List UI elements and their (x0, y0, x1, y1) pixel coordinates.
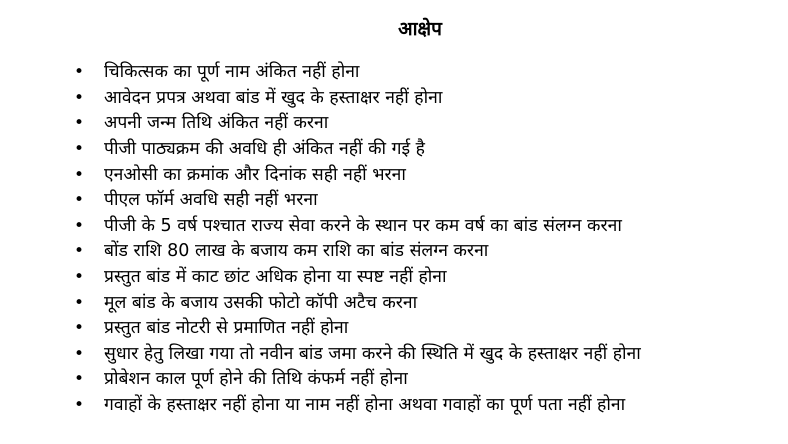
objection-text: पीजी पाठ्यक्रम की अवधि ही अंकित नहीं की गई है (104, 139, 425, 160)
bullet-icon: • (74, 343, 85, 364)
bullet-icon: • (74, 139, 85, 160)
objection-text: प्रस्तुत बांड नोटरी से प्रमाणित नहीं होना (104, 318, 349, 339)
bullet-icon: • (74, 113, 85, 134)
bullet-icon: • (74, 164, 85, 185)
document-title: आक्षेप (398, 18, 442, 40)
objection-list-item (74, 214, 641, 240)
objection-list-item (74, 162, 641, 188)
bullet-icon: • (74, 369, 85, 390)
objection-text: अपनी जन्म तिथि अंकित नहीं करना (104, 113, 329, 134)
bullet-icon: • (74, 215, 85, 236)
objection-list-item (74, 265, 641, 291)
bullet-icon: • (74, 318, 85, 339)
bullet-icon: • (74, 190, 85, 211)
bullet-icon: • (74, 62, 85, 83)
objection-text: प्रोबेशन काल पूर्ण होने की तिथि कंफर्म नहीं होना (104, 369, 408, 390)
objection-text: पीएल फॉर्म अवधि सही नहीं भरना (104, 190, 318, 211)
objection-text: मूल बांड के बजाय उसकी फोटो कॉपी अटैच करना (104, 292, 418, 313)
objection-list-item (74, 342, 641, 368)
objection-list-item (74, 290, 641, 316)
objection-list-item (74, 188, 641, 214)
objection-list-item (74, 111, 641, 137)
objection-list-item (74, 60, 641, 86)
objection-text: एनओसी का क्रमांक और दिनांक सही नहीं भरना (104, 164, 406, 185)
bullet-icon: • (74, 241, 85, 262)
objection-list-item (74, 367, 641, 393)
bullet-icon: • (74, 87, 85, 108)
objection-text: सुधार हेतु लिखा गया तो नवीन बांड जमा करने की स्थिति में खुद के हस्ताक्षर नहीं होना (104, 343, 641, 364)
bullet-icon: • (74, 292, 85, 313)
objection-list-item (74, 393, 641, 419)
objection-text: चिकित्सक का पूर्ण नाम अंकित नहीं होना (104, 62, 360, 83)
objection-text: आवेदन प्रपत्र अथवा बांड में खुद के हस्ताक्षर नहीं होना (104, 87, 443, 108)
objection-list-item (74, 137, 641, 163)
objection-list-item (74, 239, 641, 265)
bullet-icon: • (74, 267, 85, 288)
objection-text: गवाहों के हस्ताक्षर नहीं होना या नाम नहीं होना अथवा गवाहों का पूर्ण पता नहीं होना (104, 395, 626, 416)
objection-text: प्रस्तुत बांड में काट छांट अधिक होना या स्पष्ट नहीं होना (104, 267, 447, 288)
bullet-icon: • (74, 395, 85, 416)
objection-list (74, 60, 641, 418)
objection-list-item (74, 86, 641, 112)
objection-text: पीजी के 5 वर्ष पश्चात राज्य सेवा करने के स्थान पर कम वर्ष का बांड संलग्न करना (104, 215, 622, 236)
objection-list-item (74, 316, 641, 342)
objection-text: बोंड राशि 80 लाख के बजाय कम राशि का बांड संलग्न करना (104, 241, 489, 262)
